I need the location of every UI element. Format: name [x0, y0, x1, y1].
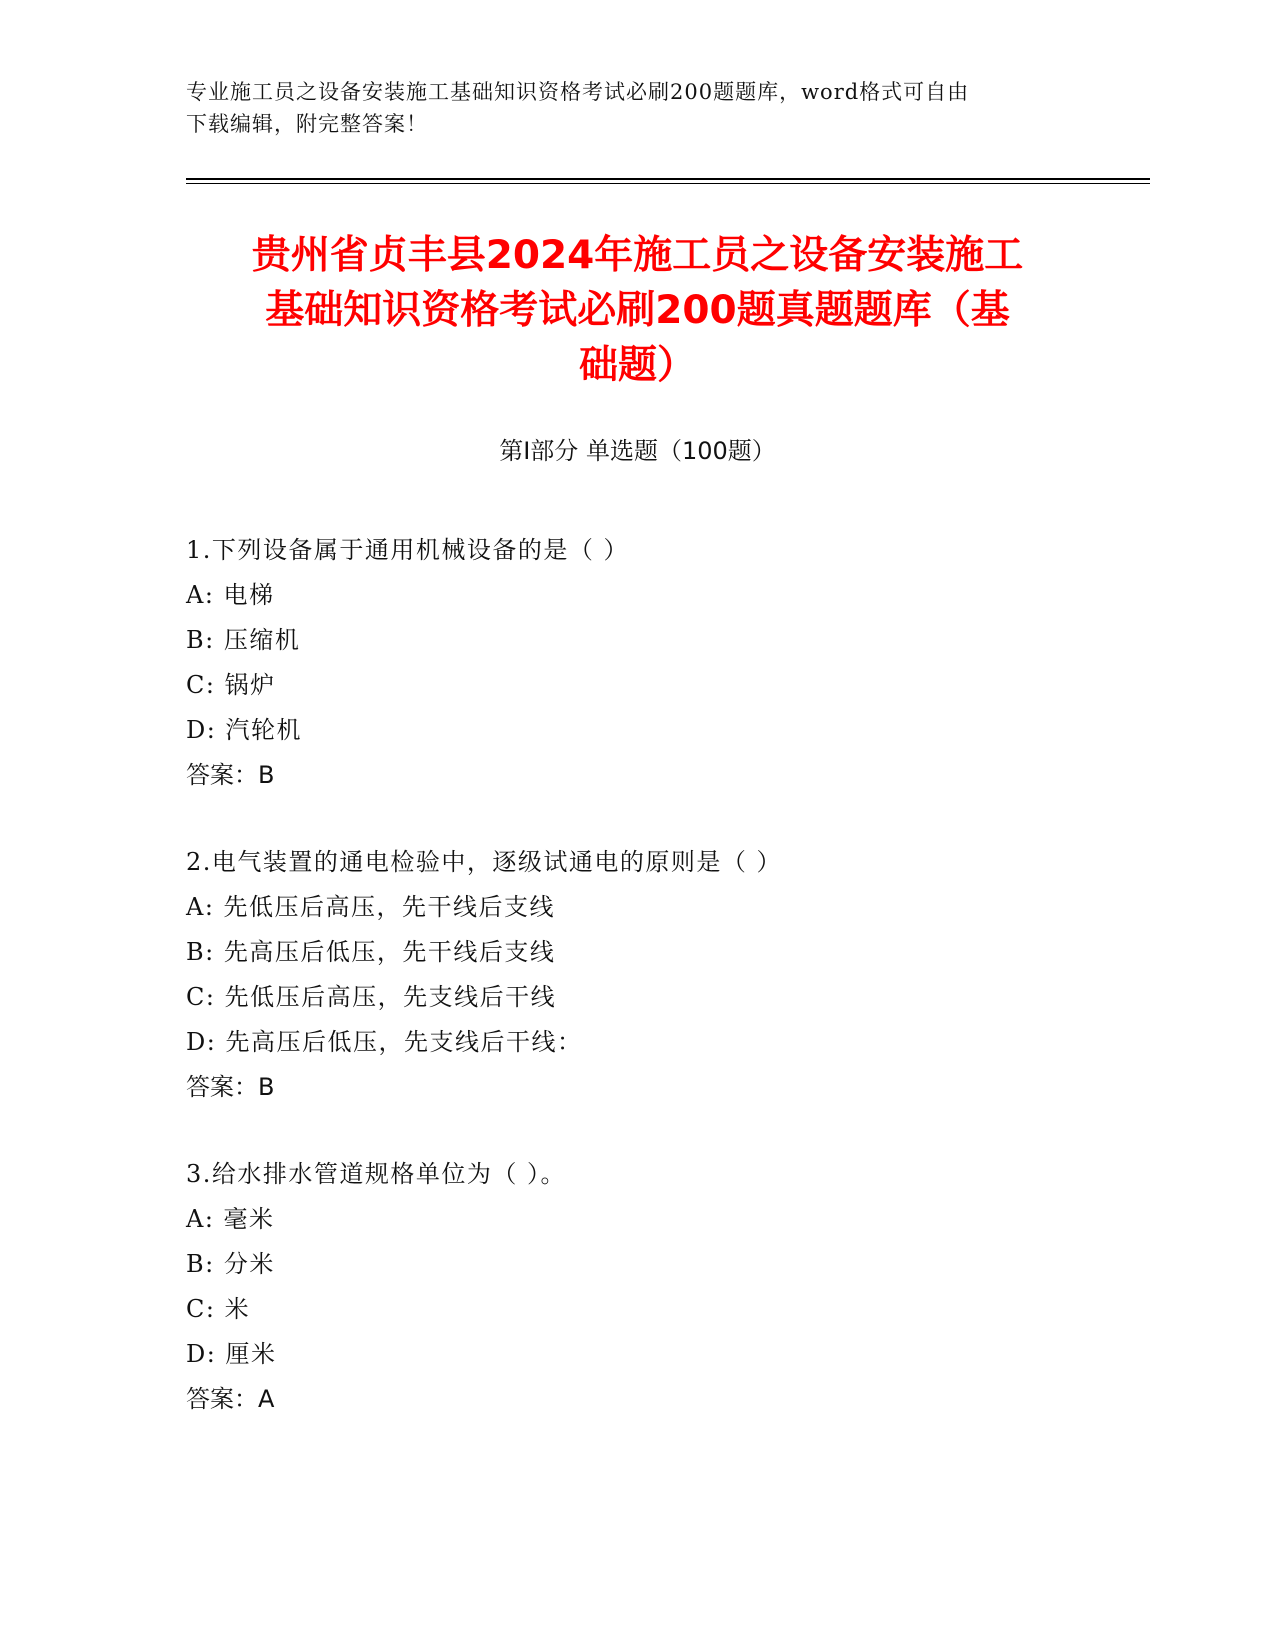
question-stem: 1.下列设备属于通用机械设备的是（ ） — [186, 536, 630, 564]
option-d: D: 厘米 — [186, 1340, 277, 1368]
option-d: D: 先高压后低压，先支线后干线： — [186, 1028, 583, 1056]
option-b: B: 压缩机 — [186, 626, 301, 654]
answer: 答案：B — [186, 761, 275, 789]
question-2 — [186, 840, 1146, 1110]
question-stem: 3.给水排水管道规格单位为（ ）。 — [186, 1160, 567, 1188]
option-c: C: 米 — [186, 1295, 251, 1323]
header-note — [186, 76, 1086, 140]
question-list — [186, 528, 1146, 1422]
divider-thick — [186, 178, 1150, 180]
page-title-line1: 贵州省贞丰县2024年施工员之设备安装施工 — [251, 233, 1024, 278]
divider-thin — [186, 183, 1150, 184]
question-1 — [186, 528, 1146, 798]
header-note-line2: 下载编辑，附完整答案！ — [186, 112, 428, 136]
page-title-line3: 础题） — [578, 343, 696, 388]
page-title — [150, 228, 1125, 393]
option-a: A: 先低压后高压，先干线后支线 — [186, 893, 556, 921]
option-a: A: 电梯 — [186, 581, 275, 609]
header-note-line1: 专业施工员之设备安装施工基础知识资格考试必刷200题题库，word格式可自由 — [186, 80, 970, 104]
option-a: A: 毫米 — [186, 1205, 275, 1233]
option-b: B: 先高压后低压，先干线后支线 — [186, 938, 556, 966]
option-c: C: 锅炉 — [186, 671, 276, 699]
question-3 — [186, 1152, 1146, 1422]
option-b: B: 分米 — [186, 1250, 275, 1278]
question-stem: 2.电气装置的通电检验中，逐级试通电的原则是（ ） — [186, 848, 783, 876]
answer: 答案：B — [186, 1073, 275, 1101]
option-d: D: 汽轮机 — [186, 716, 302, 744]
answer: 答案：A — [186, 1385, 275, 1413]
section-heading: 第Ⅰ部分 单选题（100题） — [499, 437, 776, 465]
option-c: C: 先低压后高压，先支线后干线 — [186, 983, 557, 1011]
page-title-line2: 基础知识资格考试必刷200题真题题库（基 — [265, 288, 1010, 333]
